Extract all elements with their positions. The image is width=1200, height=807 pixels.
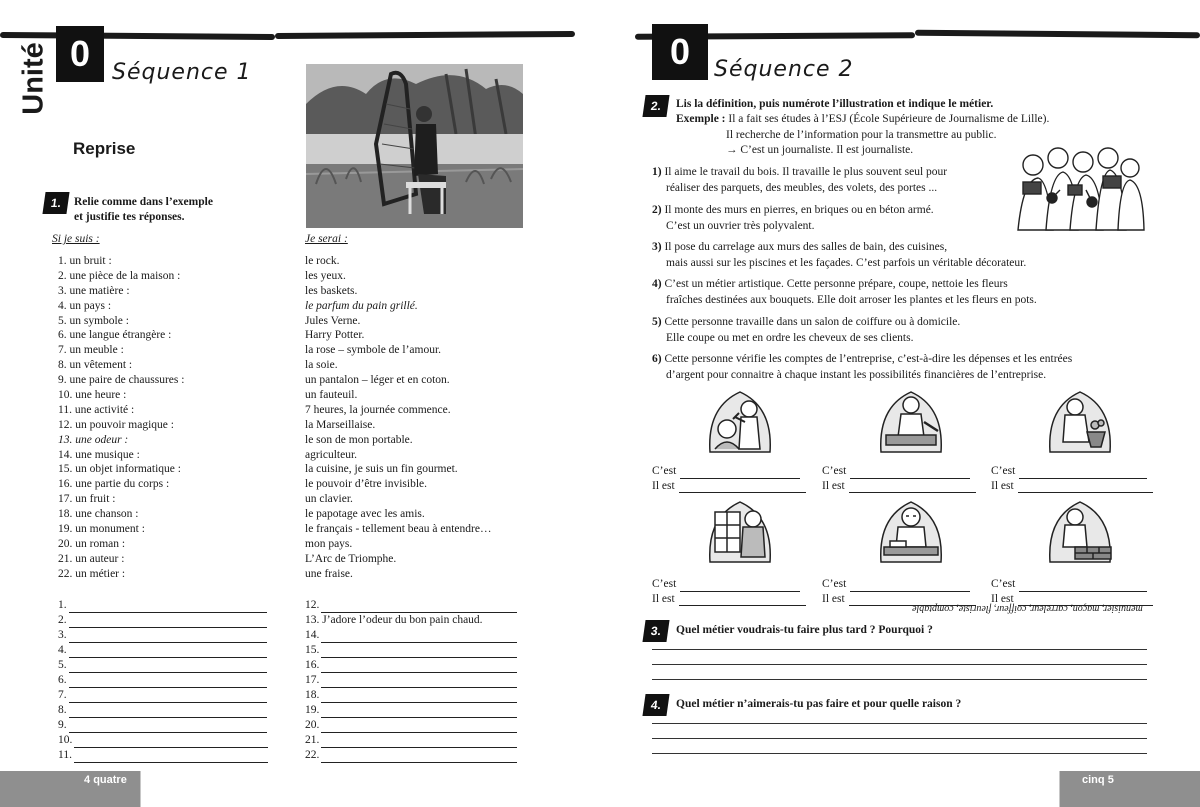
answer-line[interactable] xyxy=(680,469,800,479)
left-item: 2. une pièce de la maison : xyxy=(58,269,181,282)
answer-label: 20. xyxy=(305,719,320,731)
unite-label: Unité xyxy=(17,42,50,115)
left-item: 3. une matière : xyxy=(58,284,130,297)
carpenter-illustration xyxy=(876,387,946,457)
si-je-suis-header: Si je suis : xyxy=(52,233,100,245)
left-items-list xyxy=(58,254,184,582)
item-number: 1) xyxy=(652,166,662,178)
right-top-rule-2 xyxy=(915,30,1200,38)
answer-line[interactable] xyxy=(680,582,800,592)
left-item: 12. un pouvoir magique : xyxy=(58,418,174,431)
item-number: 5) xyxy=(652,316,662,328)
left-item: 20. un roman : xyxy=(58,537,126,550)
cest-label: C’est xyxy=(652,578,677,590)
writing-line[interactable] xyxy=(652,753,1147,754)
answer-label: 10. xyxy=(58,734,73,746)
harpist-photo xyxy=(306,64,523,228)
right-item: agriculteur. xyxy=(305,448,358,461)
answer-line[interactable] xyxy=(849,483,976,493)
page-number: 5 xyxy=(1107,774,1114,786)
right-item: une fraise. xyxy=(305,567,353,580)
cest-label: C’est xyxy=(991,578,1016,590)
item-line: mais aussi sur les piscines et les façades. C’est parfois un véritable décorateur. xyxy=(666,256,1027,269)
left-item: 13. une odeur : xyxy=(58,433,129,446)
item-line: Il aime le travail du bois. Il travaille le plus souvent seul pour xyxy=(664,166,948,178)
exercise-4-number: 4. xyxy=(642,694,669,716)
writing-line[interactable] xyxy=(652,679,1147,680)
right-item: L’Arc de Triomphe. xyxy=(305,552,397,565)
right-item: la cuisine, je suis un fin gourmet. xyxy=(305,463,458,476)
answer-label: 17. xyxy=(305,674,320,686)
definition-2 xyxy=(652,203,934,234)
answer-line[interactable] xyxy=(1019,582,1147,592)
item-line: Cette personne travaille dans un salon de coiffure ou à domicile. xyxy=(664,316,961,328)
definition-1 xyxy=(652,165,947,196)
right-item: mon pays. xyxy=(305,537,353,550)
item-line: Il pose du carrelage aux murs des salles de bain, des cuisines, xyxy=(664,241,948,253)
left-item: 16. une partie du corps : xyxy=(58,478,170,491)
cest-label: C’est xyxy=(652,465,677,477)
right-item: la Marseillaise. xyxy=(305,418,376,431)
example-block xyxy=(676,112,1049,159)
answer-label: 3. xyxy=(58,629,67,641)
answer-label: 11. xyxy=(58,749,72,761)
right-item: un fauteuil. xyxy=(305,389,358,402)
answer-line[interactable] xyxy=(69,647,267,658)
left-item: 22. un métier : xyxy=(58,567,126,580)
ilest-label: Il est xyxy=(822,592,845,605)
left-item: 10. une heure : xyxy=(58,389,127,402)
left-item: 14. une musique : xyxy=(58,448,140,461)
answer-line[interactable] xyxy=(69,617,267,628)
answers-left xyxy=(58,598,268,763)
left-item: 19. un monument : xyxy=(58,523,145,536)
item-line: fraîches destinées aux bouquets. Elle doit arroser les plantes et les fleurs en pots. xyxy=(666,293,1037,306)
answer-label: 14. xyxy=(305,629,320,641)
upside-down-hint: menuisier, maçon, carreleur, coiffeur, fleuriste, comptable xyxy=(912,603,1143,614)
sequence-title: Séquence 1 xyxy=(112,60,252,85)
answer-line[interactable] xyxy=(69,602,267,613)
item-line: réaliser des parquets, des meubles, des volets, des portes ... xyxy=(666,181,938,194)
answer-label: 7. xyxy=(58,689,67,701)
answer-block-6 xyxy=(991,577,1153,606)
ilest-label: Il est xyxy=(822,479,845,492)
answer-line[interactable] xyxy=(321,707,517,718)
definition-6 xyxy=(652,352,1072,383)
answer-label: 22. xyxy=(305,749,320,761)
left-item: 1. un bruit : xyxy=(58,255,112,267)
left-item: 17. un fruit : xyxy=(58,493,116,506)
unit-number-box: 0 xyxy=(56,26,104,82)
writing-line[interactable] xyxy=(652,723,1147,724)
answer-label: 9. xyxy=(58,719,67,731)
journalists-illustration xyxy=(1008,140,1148,240)
right-item: la soie. xyxy=(305,359,338,372)
answer-line[interactable] xyxy=(74,737,268,748)
left-item: 7. un meuble : xyxy=(58,344,124,357)
answer-line[interactable] xyxy=(69,677,267,688)
left-top-rule-2 xyxy=(275,31,575,39)
item-number: 3) xyxy=(652,241,662,253)
exercise-1-number: 1. xyxy=(42,192,69,214)
item-line: C’est un ouvrier très polyvalent. xyxy=(666,219,815,232)
answer-line[interactable] xyxy=(321,722,517,733)
je-serai-header: Je serai : xyxy=(305,233,348,245)
left-item: 8. un vêtement : xyxy=(58,359,133,372)
right-item: le parfum du pain grillé. xyxy=(305,299,418,312)
answer-line[interactable] xyxy=(1019,469,1147,479)
accountant-illustration xyxy=(876,497,946,567)
ilest-label: Il est xyxy=(652,479,675,492)
answer-line[interactable] xyxy=(69,692,267,703)
answer-block-5 xyxy=(822,577,976,606)
answer-block-4 xyxy=(652,577,806,606)
instruction-line-2: et justifie tes réponses. xyxy=(74,211,185,223)
reprise-heading: Reprise xyxy=(73,139,136,158)
instruction-line-1: Relie comme dans l’exemple xyxy=(74,196,213,208)
answer-line[interactable] xyxy=(679,596,806,606)
left-item: 15. un objet informatique : xyxy=(58,463,181,476)
left-item: 18. une chanson : xyxy=(58,508,139,521)
tiler-illustration xyxy=(705,497,775,567)
right-item: un pantalon – léger et en coton. xyxy=(305,374,450,387)
left-page-number xyxy=(84,774,127,786)
right-items-list xyxy=(305,254,491,582)
writing-line[interactable] xyxy=(652,664,1147,665)
ilest-label: Il est xyxy=(991,479,1014,492)
right-item: un clavier. xyxy=(305,493,353,506)
right-item: la rose – symbole de l’amour. xyxy=(305,344,442,357)
left-item: 11. une activité : xyxy=(58,403,135,416)
right-item: Jules Verne. xyxy=(305,314,361,327)
answer-label: 19. xyxy=(305,704,320,716)
item-line: Il monte des murs en pierres, en briques ou en béton armé. xyxy=(664,204,934,216)
left-item: 21. un auteur : xyxy=(58,552,125,565)
answer-label: 5. xyxy=(58,659,67,671)
right-page-number xyxy=(1082,774,1114,786)
writing-line[interactable] xyxy=(652,738,1147,739)
cest-label: C’est xyxy=(822,578,847,590)
page-number: 4 xyxy=(84,774,91,786)
answer-line[interactable] xyxy=(321,632,517,643)
sequence-title-right: Séquence 2 xyxy=(714,57,854,82)
cest-label: C’est xyxy=(991,465,1016,477)
left-item: 5. un symbole : xyxy=(58,314,129,327)
right-item: le pouvoir d’être invisible. xyxy=(305,478,427,491)
answer-line[interactable] xyxy=(321,752,517,763)
answer-line[interactable] xyxy=(679,483,806,493)
right-item: les yeux. xyxy=(305,269,346,282)
answers-right xyxy=(305,598,517,763)
item-line: d’argent pour connaitre à chaque instant les possibilités financières de l’entreprise. xyxy=(666,368,1047,381)
answer-label: 16. xyxy=(305,659,320,671)
left-item: 6. une langue étrangère : xyxy=(58,329,172,342)
exercise-3-number: 3. xyxy=(642,620,669,642)
exercise-3-question: Quel métier voudrais-tu faire plus tard ? Pourquoi ? xyxy=(676,624,933,636)
exercise-2-number: 2. xyxy=(642,95,669,117)
answer-label: 8. xyxy=(58,704,67,716)
exercise-2-instruction: Lis la définition, puis numérote l’illustration et indique le métier. xyxy=(676,98,994,110)
ilest-label: Il est xyxy=(652,592,675,605)
right-item: Harry Potter. xyxy=(305,329,365,342)
left-item: 9. une paire de chaussures : xyxy=(58,374,185,387)
answer-line[interactable] xyxy=(850,469,970,479)
definition-4 xyxy=(652,277,1037,308)
answer-line[interactable] xyxy=(69,707,267,718)
item-line: Cette personne vérifie les comptes de l’entreprise, c’est-à-dire les dépenses et les entrées xyxy=(664,353,1073,365)
answer-label: 18. xyxy=(305,689,320,701)
definition-5 xyxy=(652,315,960,346)
definition-3 xyxy=(652,240,1026,271)
right-item: le rock. xyxy=(305,255,340,267)
answer-block-2 xyxy=(822,464,976,493)
right-item: le son de mon portable. xyxy=(305,433,413,446)
page-word: quatre xyxy=(93,774,127,786)
answer-line[interactable] xyxy=(69,632,267,643)
answer-label: 15. xyxy=(305,644,320,656)
ilest-label: Il est xyxy=(991,592,1014,605)
florist-illustration xyxy=(1045,387,1115,457)
answer-label: 13. J’adore l’odeur du bon pain chaud. xyxy=(305,614,483,626)
answer-line[interactable] xyxy=(321,737,517,748)
answer-line[interactable] xyxy=(69,722,267,733)
answer-label: 1. xyxy=(58,599,67,611)
answer-label: 12. xyxy=(305,599,320,611)
page-word: cinq xyxy=(1082,774,1105,786)
right-item: le papotage avec les amis. xyxy=(305,508,425,521)
answer-block-1 xyxy=(652,464,806,493)
answer-block-3 xyxy=(991,464,1153,493)
writing-line[interactable] xyxy=(652,649,1147,650)
right-item: 7 heures, la journée commence. xyxy=(305,403,451,416)
answer-line[interactable] xyxy=(321,602,517,613)
answer-label: 21. xyxy=(305,734,320,746)
exercise-4-question: Quel métier n’aimerais-tu pas faire et pour quelle raison ? xyxy=(676,698,962,710)
item-number: 6) xyxy=(652,353,662,365)
unit-number-box-right: 0 xyxy=(652,24,708,80)
item-line: Elle coupe ou met en ordre les cheveux de ses clients. xyxy=(666,331,914,344)
answer-line[interactable] xyxy=(69,662,267,673)
answer-line[interactable] xyxy=(321,662,517,673)
left-item: 4. un pays : xyxy=(58,299,112,312)
cest-label: C’est xyxy=(822,465,847,477)
example-line-3: → C’est un journaliste. Il est journaliste. xyxy=(726,144,914,156)
answer-line[interactable] xyxy=(321,677,517,688)
item-line: C’est un métier artistique. Cette personne prépare, coupe, nettoie les fleurs xyxy=(664,278,1008,290)
example-label: Exemple : xyxy=(676,113,726,125)
answer-label: 4. xyxy=(58,644,67,656)
answer-label: 6. xyxy=(58,674,67,686)
answer-line[interactable] xyxy=(321,692,517,703)
answer-line[interactable] xyxy=(321,647,517,658)
answer-line[interactable] xyxy=(1018,483,1153,493)
exercise-1-instruction xyxy=(74,195,213,225)
item-number: 2) xyxy=(652,204,662,216)
mason-illustration xyxy=(1045,497,1115,567)
example-line-1: Il a fait ses études à l’ESJ (École Supérieure de Journalisme de Lille). xyxy=(728,113,1050,125)
right-item: les baskets. xyxy=(305,284,358,297)
example-line-2: Il recherche de l’information pour la transmettre au public. xyxy=(726,128,997,141)
hairdresser-illustration xyxy=(705,387,775,457)
item-number: 4) xyxy=(652,278,662,290)
answer-label: 2. xyxy=(58,614,67,626)
answer-line[interactable] xyxy=(74,752,268,763)
right-item: le français - tellement beau à entendre… xyxy=(305,523,492,536)
answer-line[interactable] xyxy=(850,582,970,592)
